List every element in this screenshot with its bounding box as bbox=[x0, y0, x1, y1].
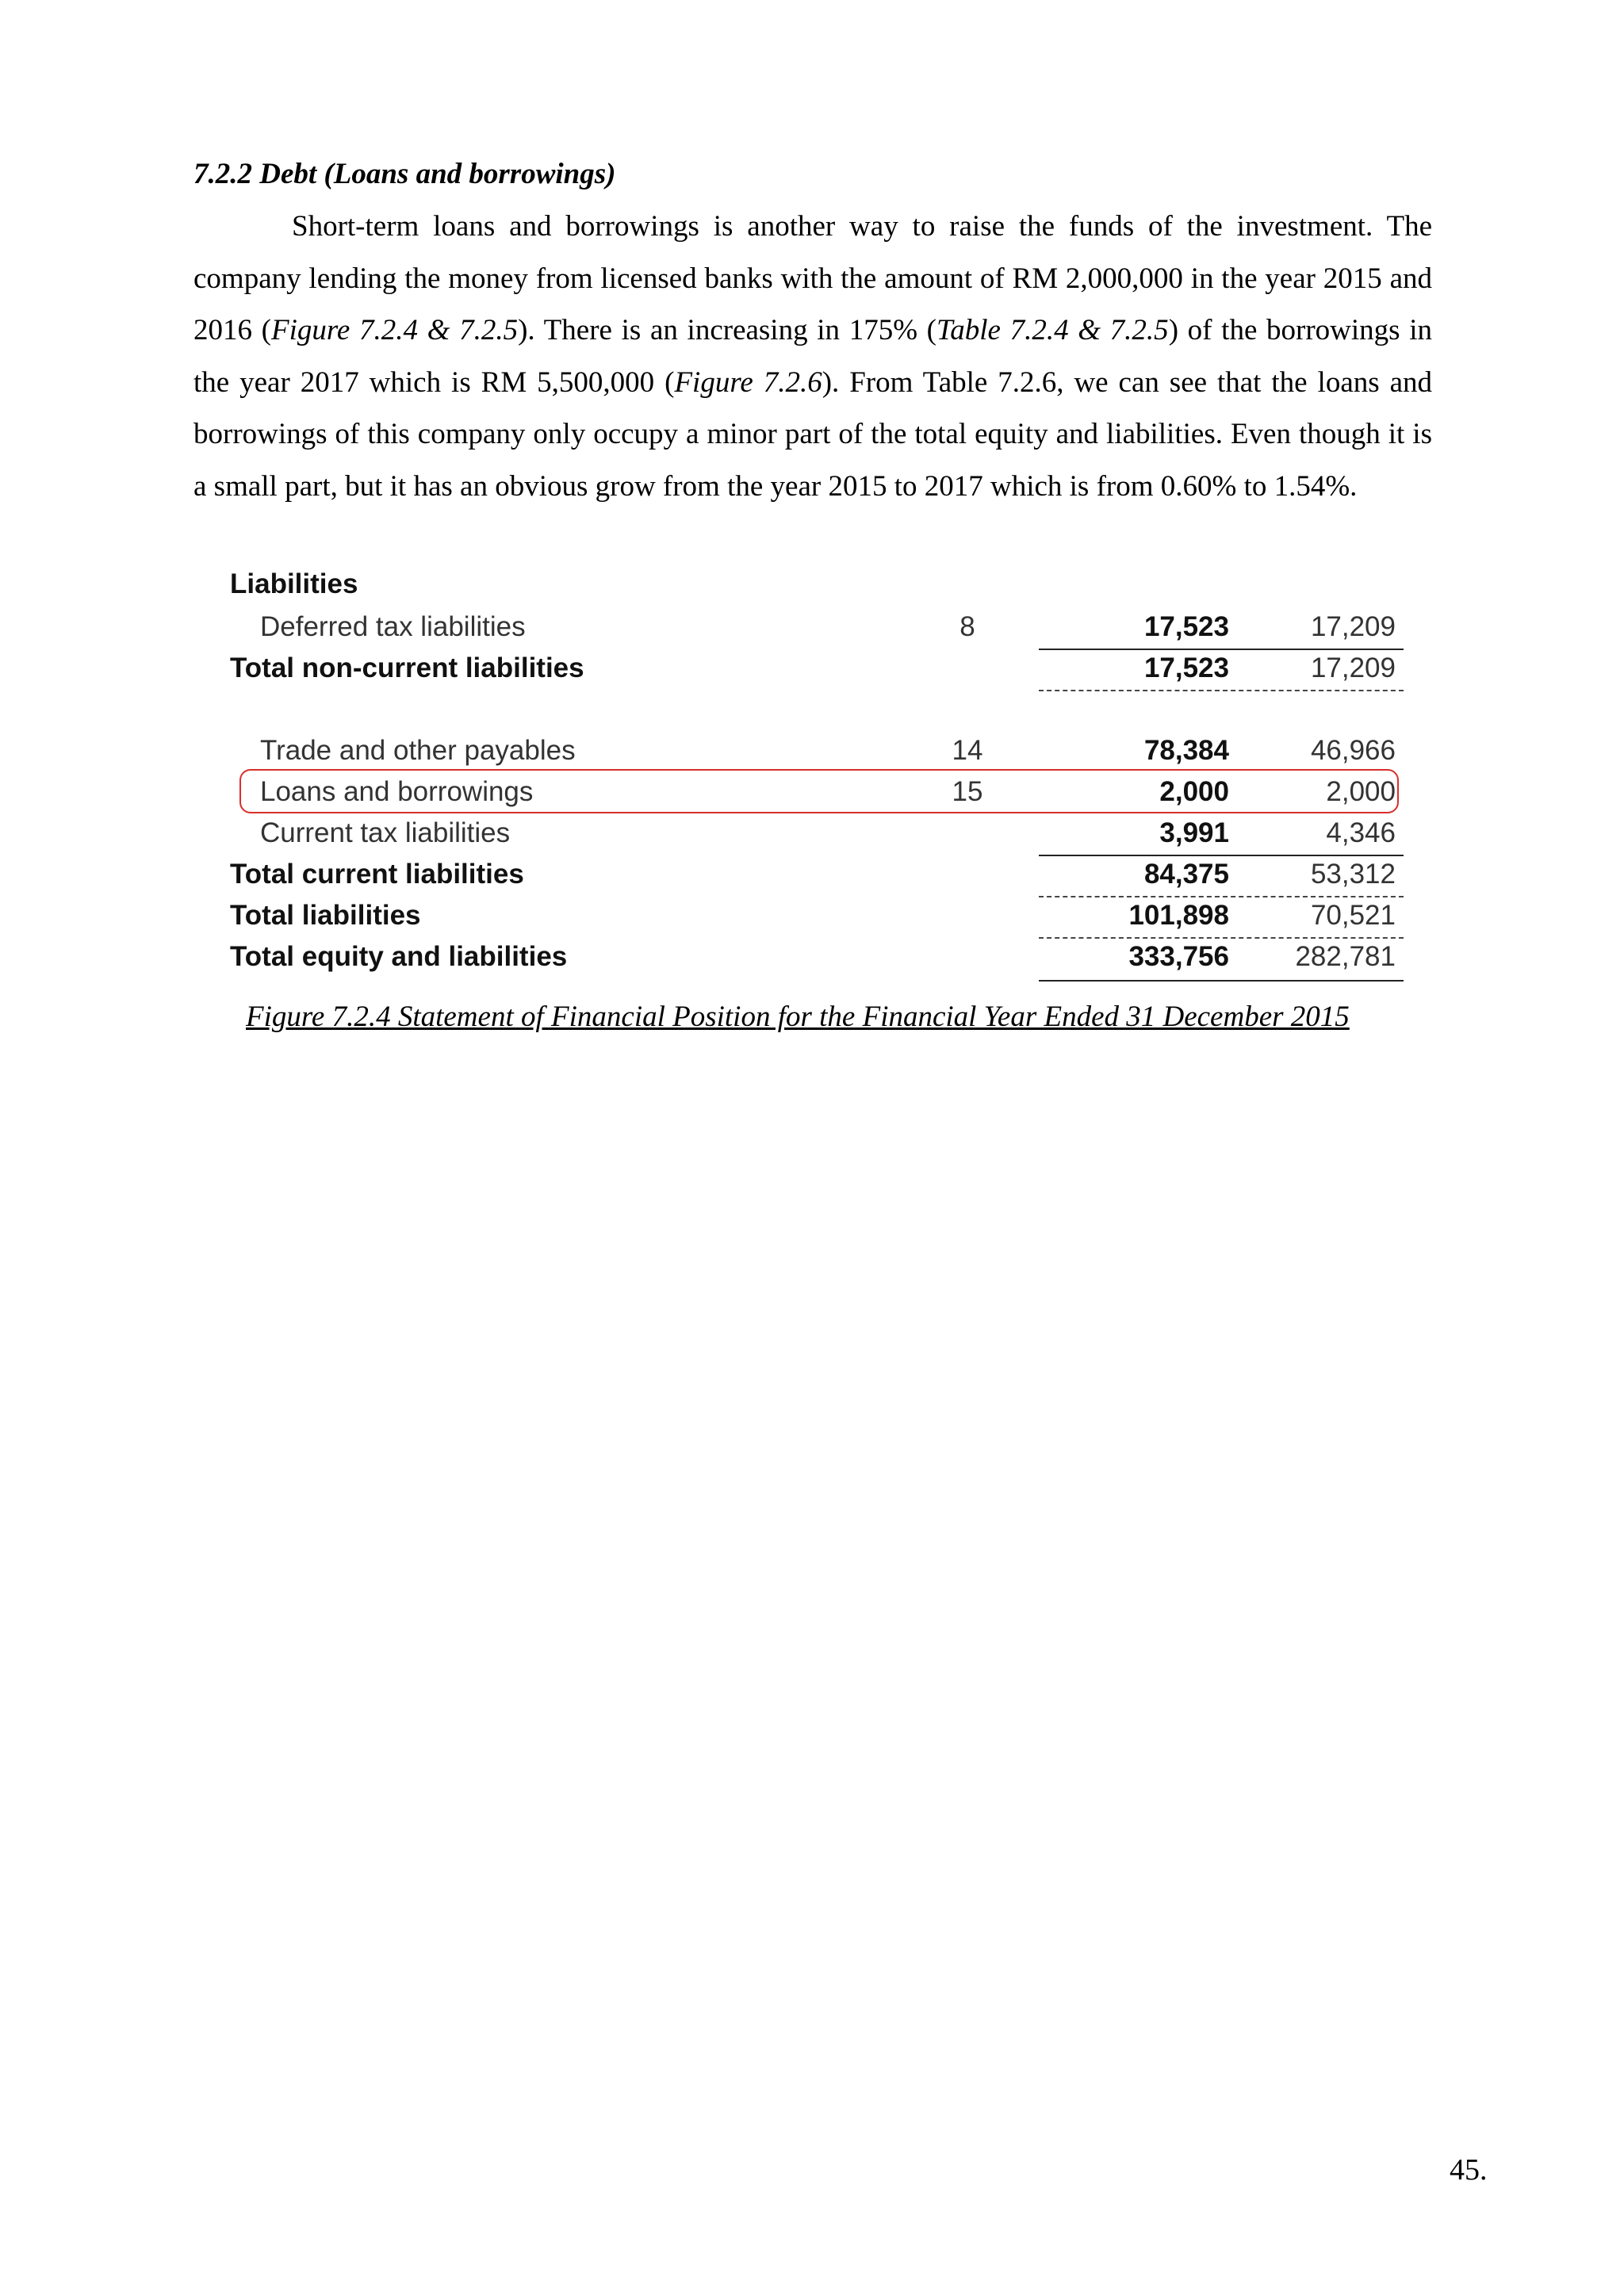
table-reference: Table 7.2.4 & 7.2.5 bbox=[936, 314, 1169, 346]
row-value-current: 333,756 bbox=[1128, 941, 1229, 972]
row-value-prior: 46,966 bbox=[1310, 735, 1396, 766]
row-value-prior: 4,346 bbox=[1326, 817, 1396, 848]
figure-caption: Figure 7.2.4 Statement of Financial Position for the Financial Year Ended 31 December 2015 bbox=[246, 1001, 1350, 1033]
row-value-current: 2,000 bbox=[1159, 776, 1229, 807]
row-value-prior: 2,000 bbox=[1326, 776, 1396, 807]
row-label: Total current liabilities bbox=[230, 859, 524, 890]
table-row bbox=[230, 813, 1404, 853]
table-row bbox=[230, 855, 1404, 894]
row-value-prior: 70,521 bbox=[1310, 900, 1396, 931]
paragraph-text-2: ). There is an increasing in 175% ( bbox=[518, 314, 937, 346]
figure-reference-2: Figure 7.2.6 bbox=[674, 365, 822, 399]
highlight-box bbox=[239, 769, 1399, 813]
rule-line bbox=[1039, 980, 1404, 982]
table-row bbox=[230, 649, 1404, 688]
row-value-current: 17,523 bbox=[1143, 611, 1229, 642]
row-label: Deferred tax liabilities bbox=[260, 611, 526, 642]
dashed-rule-line bbox=[1039, 690, 1404, 691]
row-label: Total equity and liabilities bbox=[230, 941, 568, 972]
row-value-current: 17,523 bbox=[1143, 652, 1229, 683]
row-label: Trade and other payables bbox=[260, 735, 576, 766]
row-label: Current tax liabilities bbox=[260, 817, 511, 848]
row-note: 14 bbox=[952, 735, 983, 766]
row-value-prior: 17,209 bbox=[1310, 611, 1396, 642]
paragraph-text-3: ) of the borrowings in the year 2017 which is RM 5,500,000 ( bbox=[193, 314, 1433, 399]
figure-reference: Figure 7.2.4 & 7.2.5 bbox=[271, 314, 519, 346]
row-value-current: 84,375 bbox=[1143, 859, 1229, 890]
row-label: Total liabilities bbox=[230, 900, 421, 931]
row-note: 15 bbox=[952, 776, 983, 807]
row-note: 8 bbox=[959, 611, 975, 642]
row-value-current: 78,384 bbox=[1143, 735, 1229, 766]
section-heading: 7.2.2 Debt (Loans and borrowings) bbox=[193, 158, 616, 190]
page-number: 45. bbox=[1450, 2153, 1488, 2187]
paragraph-text-1: Short-term loans and borrowings is another way to raise the funds of the investment. The company lending the money from licensed banks with the amount of RM 2,000,000 in the year 2015 and 2016 ( bbox=[193, 210, 1432, 346]
row-value-current: 3,991 bbox=[1159, 817, 1229, 848]
table-row bbox=[230, 731, 1404, 771]
row-value-prior: 53,312 bbox=[1310, 859, 1396, 890]
row-label: Loans and borrowings bbox=[260, 776, 534, 807]
row-value-prior: 282,781 bbox=[1295, 941, 1396, 972]
row-label: Total non-current liabilities bbox=[230, 652, 584, 683]
table-row bbox=[230, 937, 1404, 977]
paragraph-text-4: ). From Table 7.2.6, we can see that the loans and borrowings of this company only occupy a minor part of the total equity and liabilities. Even though it is a small part, but it has an obvious grow from the year 2015 to 2017 which is from 0.60% to 1.54%. bbox=[193, 365, 1432, 503]
table-row bbox=[230, 607, 1404, 647]
table-section-header bbox=[230, 564, 1404, 604]
row-value-current: 101,898 bbox=[1128, 900, 1229, 931]
row-value-prior: 17,209 bbox=[1310, 652, 1396, 683]
body-paragraph bbox=[193, 201, 1432, 512]
section-label: Liabilities bbox=[230, 568, 358, 599]
table-row bbox=[230, 896, 1404, 936]
